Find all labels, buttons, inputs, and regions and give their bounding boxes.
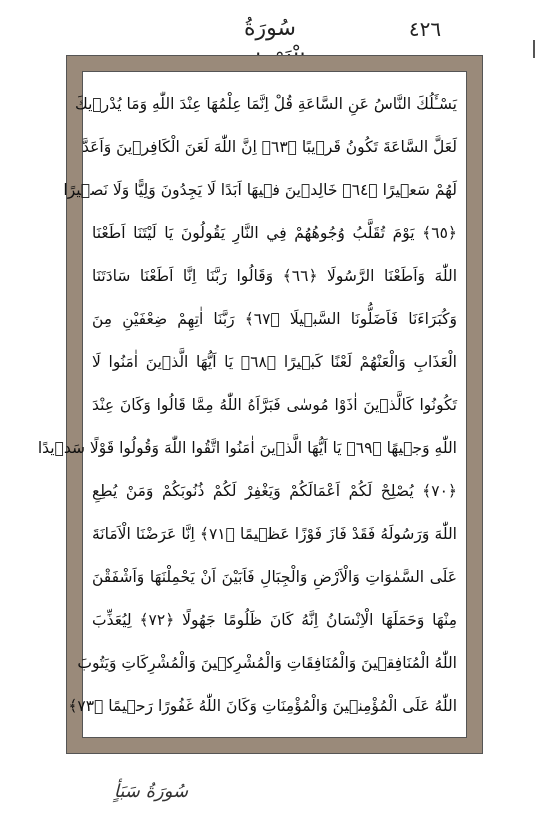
verse-text-block bbox=[37, 86, 457, 726]
verse-line: لَعَلَّ السَّاعَةَ تَكُونُ قَرٖيبًا ﴿٦٣﴾ اِنَّ اللّٰهَ لَعَنَ الْكَافِرٖينَ وَاَعَدَّ bbox=[82, 138, 457, 156]
verse-line: اللّٰهُ عَلَى الْمُؤْمِنٖينَ وَالْمُؤْمِنَاتِ وَكَانَ اللّٰهُ غَفُورًا رَحٖيمًا ﴿٧٣﴾ bbox=[68, 697, 457, 715]
verse-line: اللّٰهَ وَاَطَعْنَا الرَّسُولَا ﴿٦٦﴾ وَقَالُوا رَبَّنَا اِنَّا اَطَعْنَا سَادَتَنَا bbox=[92, 267, 457, 285]
verse-line: الْعَذَابِ وَالْعَنْهُمْ لَعْنًا كَبٖيرًا ﴿٦٨﴾ يَا اَيُّهَا الَّذٖينَ اٰمَنُوا لَا bbox=[92, 353, 457, 371]
verse-line: اللّٰهِ وَجٖيهًا ﴿٦٩﴾ يَا اَيُّهَا الَّذٖينَ اٰمَنُوا اتَّقُوا اللّٰهَ وَقُولُوا قَوْلًا سَدٖيدًا bbox=[37, 439, 457, 457]
verse-line: اللّٰهُ الْمُنَافِقٖينَ وَالْمُنَافِقَاتِ وَالْمُشْرِكٖينَ وَالْمُشْرِكَاتِ وَيَتُوبَ bbox=[77, 654, 457, 672]
verse-line: اللّٰهَ وَرَسُولَهُ فَقَدْ فَازَ فَوْزًا عَظٖيمًا ﴿٧١﴾ اِنَّا عَرَضْنَا الْاَمَانَةَ bbox=[92, 525, 457, 543]
verse-line: ﴿٦٥﴾ يَوْمَ تُقَلَّبُ وُجُوهُهُمْ فِي النَّارِ يَقُولُونَ يَا لَيْتَنَا اَطَعْنَا bbox=[92, 224, 457, 242]
verse-line: عَلَى السَّمٰوَاتِ وَالْاَرْضِ وَالْجِبَالِ فَاَبَيْنَ اَنْ يَحْمِلْنَهَا وَاَشْفَقْنَ bbox=[92, 568, 457, 586]
page-edge-mark bbox=[533, 40, 545, 58]
next-surah-title: سُورَةُ سَبَأٍ bbox=[113, 781, 189, 802]
verse-line: وَكُبَرَاءَنَا فَاَضَلُّونَا السَّبٖيلَا ﴿٦٧﴾ رَبَّنَا اٰتِهِمْ ضِعْفَيْنِ مِنَ bbox=[92, 310, 457, 328]
surah-title: سُورَةُ bbox=[244, 16, 296, 41]
verse-line: تَكُونُوا كَالَّذٖينَ اٰذَوْا مُوسٰى فَبَرَّاَهُ اللّٰهُ مِمَّا قَالُوا وَكَانَ عِنْدَ bbox=[92, 396, 457, 414]
verse-line: لَهُمْ سَعٖيرًا ﴿٦٤﴾ خَالِدٖينَ فٖيهَا اَبَدًا لَا يَجِدُونَ وَلِيًّا وَلَا نَصٖيرًا bbox=[63, 181, 457, 199]
verse-line: يَسْـَٔلُكَ النَّاسُ عَنِ السَّاعَةِ قُلْ اِنَّمَا عِلْمُهَا عِنْدَ اللّٰهِ وَمَا يُدْرٖيكَ bbox=[75, 95, 457, 113]
page-header bbox=[0, 0, 550, 50]
page-number: ٤٢٦ bbox=[408, 17, 442, 41]
verse-line: مِنْهَا وَحَمَلَهَا الْاِنْسَانُ اِنَّهُ كَانَ ظَلُومًا جَهُولًا ﴿٧٢﴾ لِيُعَذِّبَ bbox=[92, 611, 457, 629]
verse-line: ﴿٧٠﴾ يُصْلِحْ لَكُمْ اَعْمَالَكُمْ وَيَغْفِرْ لَكُمْ ذُنُوبَكُمْ وَمَنْ يُطِعِ bbox=[92, 482, 457, 500]
